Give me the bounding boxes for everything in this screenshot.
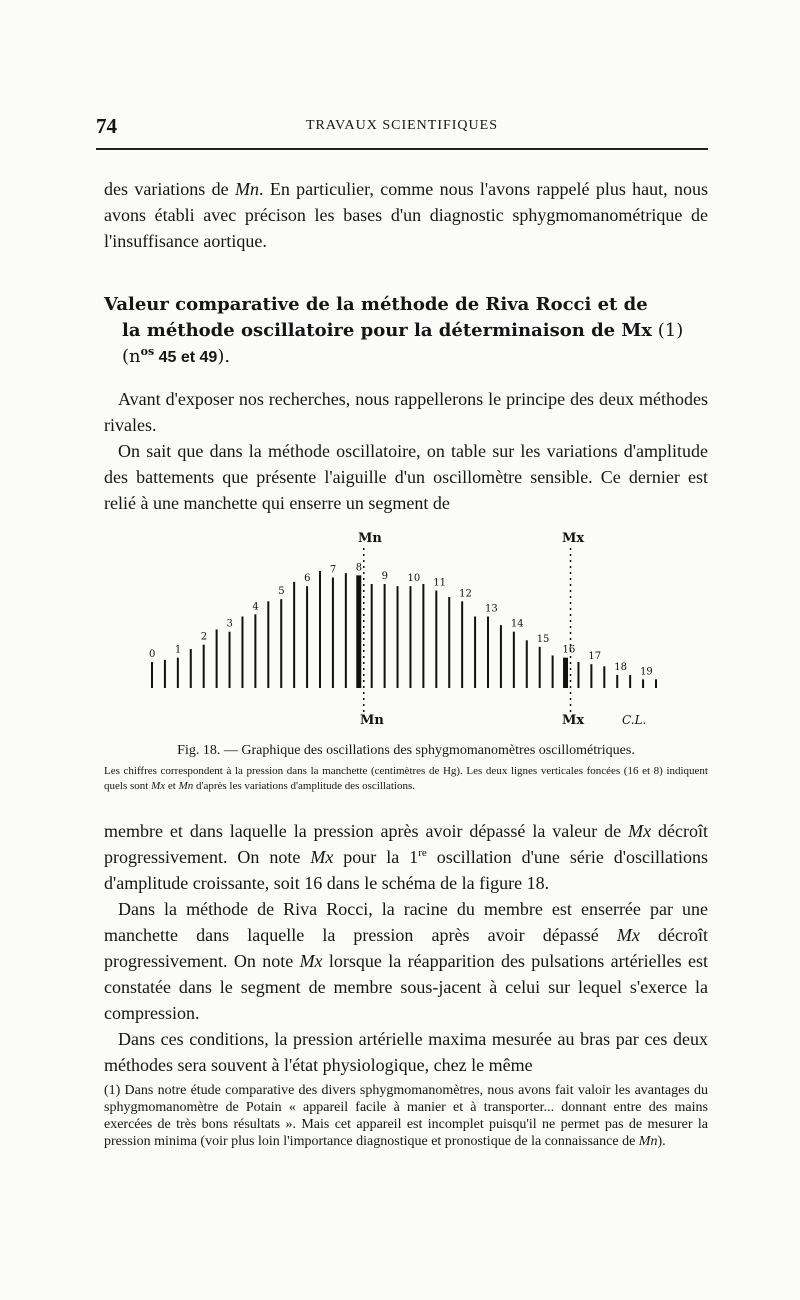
oscillation-bar: [280, 599, 282, 688]
oscillation-bar: [461, 601, 463, 688]
report-numbers: 45 et 49: [154, 349, 218, 366]
mn-top-label: Mn: [358, 531, 382, 546]
bar-value-label: 0: [149, 649, 156, 660]
oscillation-bar: [487, 617, 489, 689]
oscillation-bar: [629, 675, 631, 688]
bar-value-label: 15: [536, 633, 550, 645]
oscillation-bar: [435, 591, 437, 689]
header-rule: [96, 148, 708, 150]
oscillation-bar: [216, 630, 218, 689]
oscillation-bar: [590, 664, 592, 688]
bar-value-label: 6: [304, 573, 311, 585]
oscillation-bar: [500, 625, 502, 688]
bar-value-label: 7: [329, 564, 337, 576]
bar-value-label: 9: [381, 571, 388, 582]
bar-value-label: 5: [278, 586, 285, 598]
oscillation-bar: [306, 586, 308, 688]
heading-line-1: Valeur comparative de la méthode de Riva Rocci et de: [104, 294, 648, 315]
oscillation-chart: [130, 528, 690, 738]
paragraph-principle: Avant d'exposer nos recherches, nous rappellerons le principe des deux méthodes rivales.: [104, 389, 708, 435]
running-title: TRAVAUX SCIENTIFIQUES: [305, 118, 498, 133]
oscillation-bar: [203, 645, 205, 688]
body-paragraphs: [104, 818, 708, 1078]
bar-value-label: 14: [510, 618, 524, 630]
bar-value-label: 1: [174, 644, 182, 656]
bar-value-label: 12: [459, 588, 472, 600]
oscillation-bar: [513, 632, 515, 688]
page-header: [96, 108, 708, 148]
oscillation-bar: [241, 617, 243, 689]
oscillation-bar: [474, 617, 476, 689]
bar-value-label: 19: [640, 666, 653, 678]
oscillation-bar: [356, 575, 361, 688]
bar-value-label: 2: [200, 631, 208, 643]
section-heading: Valeur comparative de la méthode de Riva Rocci et de la méthode oscillatoire pour la déterminaison de Mx (1) ($n^{os}$ 45 et 49).: [104, 294, 684, 367]
oscillation-bar: [332, 578, 334, 689]
paragraph-conditions: Dans ces conditions, la pression artérielle maxima mesurée au bras par ces deux méthodes sera souvent à l'état physiologique, chez le même: [104, 1029, 708, 1075]
oscillation-bar: [397, 586, 399, 688]
section-paragraphs: [104, 386, 708, 516]
bar-value-label: 18: [614, 662, 627, 673]
mn-bottom-label: Mn: [360, 713, 384, 728]
oscillation-bar: [151, 662, 153, 688]
bar-value-label: 10: [407, 573, 421, 585]
mn-symbol: Mn: [235, 179, 259, 199]
oscillation-bar: [229, 632, 231, 688]
oscillation-bar: [577, 662, 579, 688]
footnote: (1) Dans notre étude comparative des divers sphygmomanomètres, nous avons fait valoir les avantages du sphygmomanomètre de Potain « appareil facile à manier et à transporter... donnant entre des mains exercées de très bons résultats ». Mais cet appareil est incomplet puisqu'il ne permet pas de mesurer la pression minima (voir plus loin l'importance diagnostique et pronostique de la connaissance de Mn).: [104, 1083, 708, 1149]
page-number: 74: [96, 114, 117, 138]
figure-18: [130, 528, 690, 738]
markers-group: [364, 548, 571, 714]
mx-top-label: Mx: [562, 531, 585, 546]
figure-caption: Fig. 18. — Graphique des oscillations des sphygmomanomètres oscillométriques.: [177, 743, 635, 758]
bar-value-label: 4: [252, 601, 259, 613]
oscillation-bar: [655, 679, 657, 688]
oscillation-bar: [319, 571, 321, 688]
oscillation-bar: [642, 679, 644, 688]
oscillation-bar: [422, 584, 424, 688]
bar-value-label: 3: [226, 618, 233, 630]
paragraph-oscillatory: On sait que dans la méthode oscillatoire, on table sur les variations d'amplitude des battements que présente l'aiguille d'un oscillomètre sensible. Ce dernier est relié à une manchette qui enserre un segment de: [104, 441, 708, 513]
oscillation-bar: [563, 658, 568, 688]
tick-labels-group: [149, 562, 653, 677]
oscillation-bar: [177, 658, 179, 688]
oscillation-bar: [267, 601, 269, 688]
cl-annotation: C.L.: [622, 713, 647, 727]
oscillation-bar: [539, 647, 541, 688]
oscillation-bar: [616, 675, 618, 688]
oscillation-bar: [603, 666, 605, 688]
oscillation-bar: [526, 640, 528, 688]
bar-value-label: 16: [562, 644, 576, 656]
paragraph-riva-rocci: Dans la méthode de Riva Rocci, la racine du membre est enserrée par une manchette dans laquelle la pression après avoir dépassé Mx décroît progressivement. On note Mx lorsque la réapparition des pulsations artérielles est constatée dans le segment de membre sous-jacent à celui sur lequel s'exerce la compression.: [104, 899, 708, 1023]
oscillation-bar: [164, 660, 166, 688]
oscillation-bar: [293, 582, 295, 688]
bar-value-label: 13: [485, 603, 498, 615]
bar-value-label: 11: [433, 577, 447, 589]
oscillation-bar: [552, 656, 554, 689]
mx-bottom-label: Mx: [562, 713, 585, 728]
oscillation-bar: [409, 586, 411, 688]
oscillation-bar: [345, 573, 347, 688]
figure-legend: Les chiffres correspondent à la pression dans la manchette (centimètres de Hg). Les deux lignes verticales foncées (16 et 8) indiquent quels sont Mx et Mn d'après les variations d'amplitude des oscillations.: [104, 765, 708, 792]
intro-paragraph: des variations de Mn. En particulier, comme nous l'avons rappelé plus haut, nous avons établi avec précison les bases d'un diagnostic sphygmomanométrique de l'insuffisance aortique.: [104, 179, 709, 251]
bar-value-label: 17: [588, 651, 602, 663]
footnote-ref: (1): [652, 320, 684, 341]
oscillation-bar: [448, 597, 450, 688]
paragraph-continuation: membre et dans laquelle la pression après avoir dépassé la valeur de Mx décroît progressivement. On note Mx pour la 1re oscillation d'une série d'oscillations d'amplitude croissante, soit 16 dans le schéma de la figure 18.: [104, 821, 709, 893]
oscillation-bar: [190, 649, 192, 688]
oscillation-bar: [384, 584, 386, 688]
oscillation-bar: [254, 614, 256, 688]
bar-value-label: 8: [355, 562, 363, 574]
heading-line-2: la méthode oscillatoire pour la déterminaison de Mx: [122, 320, 653, 341]
oscillation-bar: [371, 584, 373, 688]
